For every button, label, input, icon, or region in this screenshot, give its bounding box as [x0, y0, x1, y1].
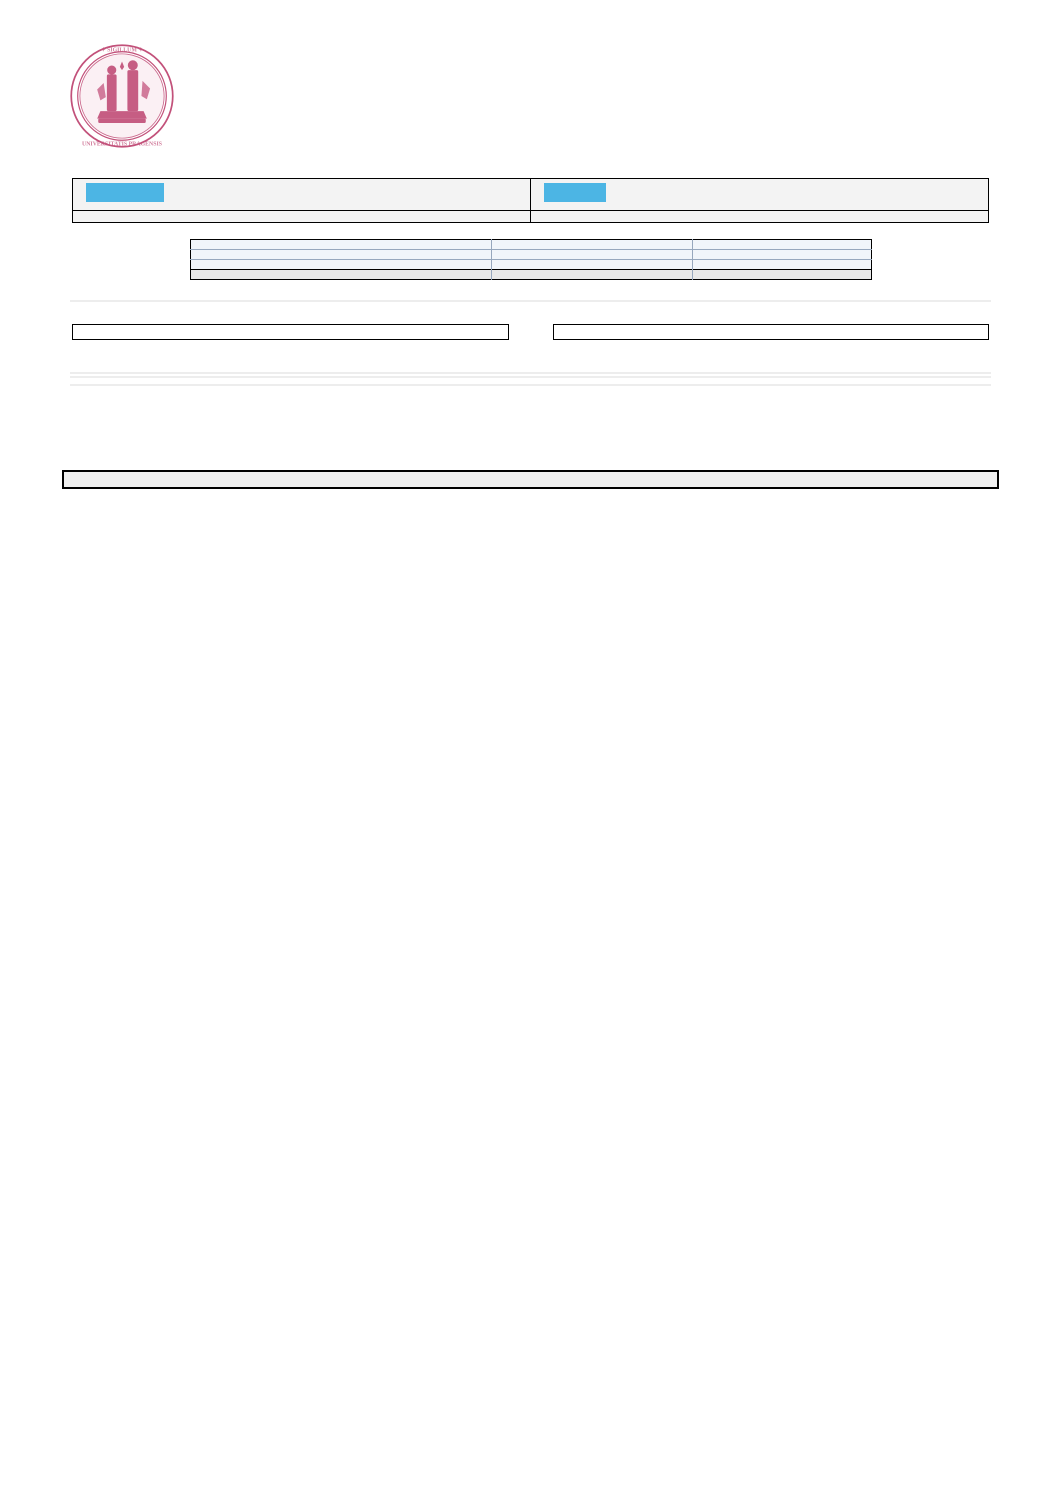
fee-label: [190, 239, 492, 249]
charles-university-seal-icon: [68, 42, 176, 150]
reference-name-cell: [531, 179, 989, 211]
balance-due-czk: [492, 269, 693, 279]
balance-notice: [70, 300, 991, 302]
bank-information-section: [72, 324, 989, 340]
bank-info-eur-box: [553, 324, 990, 340]
health-insurance-body: [70, 386, 991, 388]
table-row: [190, 259, 871, 269]
bank-info-czk-box: [72, 324, 509, 340]
svg-text:UNIVERSITATIS PRAGENSIS: UNIVERSITATIS PRAGENSIS: [82, 141, 162, 148]
fee-label: [190, 249, 492, 259]
reference-name-redaction: [544, 183, 606, 202]
balance-due-row: [190, 269, 871, 279]
table-row: [190, 239, 871, 249]
fee-czk: [492, 259, 693, 269]
cancellation-conditions-banner: [62, 470, 999, 489]
svg-text:✦ SIGILLUM ✦: ✦ SIGILLUM ✦: [100, 47, 144, 54]
document-header: [0, 38, 1061, 148]
student-info-table: [72, 178, 989, 223]
balance-due-label: [190, 269, 492, 279]
fee-eur: [692, 239, 871, 249]
notice-block: [70, 300, 991, 302]
fee-czk: [492, 249, 693, 259]
fee-table: [190, 239, 872, 280]
specialization-cell: [73, 210, 531, 222]
fee-label: [190, 259, 492, 269]
student-number-redaction: [86, 183, 164, 202]
fee-eur: [692, 249, 871, 259]
table-row: [73, 210, 989, 222]
fee-czk: [492, 239, 693, 249]
table-row: [73, 179, 989, 211]
student-number-cell: [73, 179, 531, 211]
agency-cell: [531, 210, 989, 222]
table-row: [190, 249, 871, 259]
fee-eur: [692, 259, 871, 269]
payment-terms-section: [70, 372, 991, 388]
balance-due-eur: [692, 269, 871, 279]
